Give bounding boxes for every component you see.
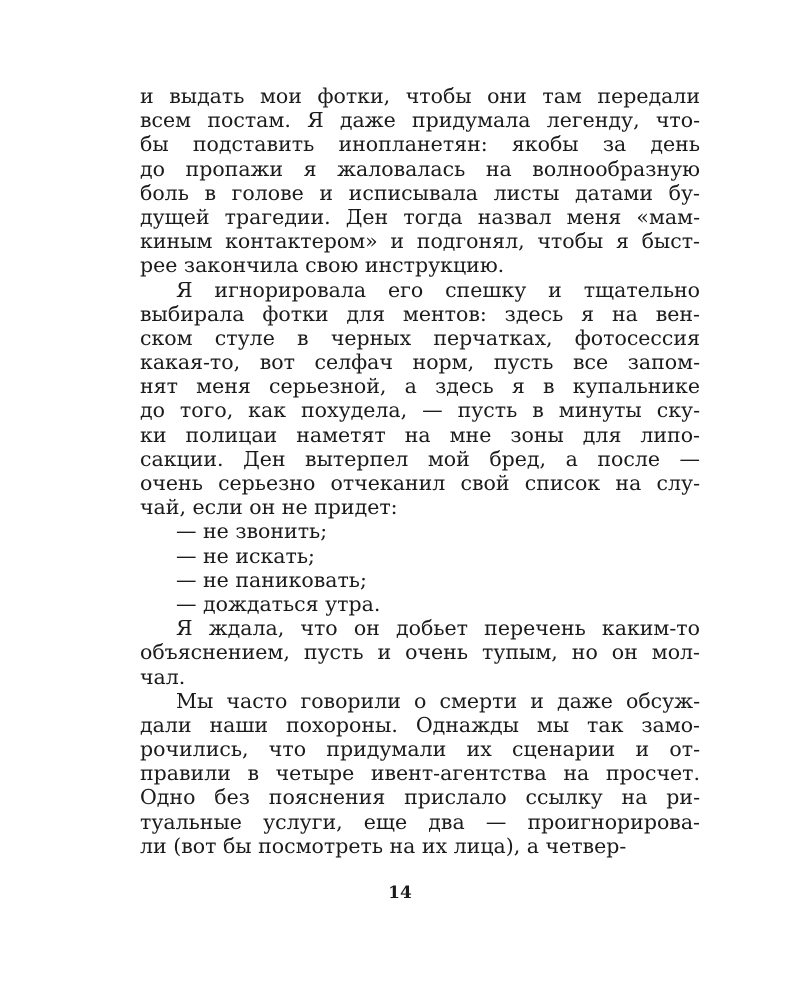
text-line: сакции. Ден вытерпел мой бред, а после — [140,446,700,471]
paragraph [140,519,700,543]
text-body [140,84,700,858]
text-line: Мы часто говорили о смерти и даже обсуж- [176,688,700,713]
text-line: Я ждала, что он добьет перечень каким-то [176,616,700,641]
text-line: дущей трагедии. Ден тогда назвал меня «мам- [140,204,700,229]
paragraph [140,278,700,520]
text-line: рее закончила свою инструкцию. [140,253,505,278]
text-line: бы подставить инопланетян: якобы за день [140,132,700,157]
text-line: ки полицаи наметят на мне зоны для липо- [140,422,700,447]
text-line: — не звонить; [176,519,328,544]
text-line: какая-то, вот селфач норм, пусть все запом- [140,350,700,375]
text-line: нят меня серьезной, а здесь я в купальнике [140,374,700,399]
text-line: чал. [140,664,186,689]
paragraph [140,568,700,592]
text-line: чай, если он не придет: [140,495,398,520]
text-line: всем постам. Я даже придумала легенду, что- [140,108,700,133]
text-line: Я игнорировала его спешку и тщательно [176,277,700,302]
text-line: туальные услуги, еще два — проигнорирова- [140,809,700,834]
text-line: рочились, что придумали их сценарии и от- [140,737,700,762]
text-line: дали наши похороны. Однажды мы так замо- [140,712,700,737]
paragraph [140,592,700,616]
text-line: очень серьезно отчеканил свой список на слу- [140,471,700,495]
paragraph [140,616,700,689]
paragraph [140,84,700,278]
text-line: ском стуле в черных перчатках, фотосессия [140,325,700,350]
text-line: — не паниковать; [176,567,367,592]
page-number: 14 [388,883,412,903]
text-line: объяснением, пусть и очень тупым, но он мол- [140,640,700,665]
text-line: — дождаться утра. [176,591,381,616]
text-line: до того, как похудела, — пусть в минуты ску- [140,398,700,423]
text-line: выбирала фотки для ментов: здесь я на вен- [140,301,700,326]
text-line: киным контактером» и подгонял, чтобы я быст- [140,229,700,254]
paragraph [140,544,700,568]
text-line: ли (вот бы посмотреть на их лица), а четвер- [140,833,627,858]
paragraph [140,689,700,858]
text-line: Одно без пояснения прислало ссылку на ри- [140,785,700,810]
text-line: правили в четыре ивент-агентства на просчет. [140,761,700,786]
text-line: боль в голове и исписывала листы датами бу- [140,180,700,205]
page-body [140,84,700,858]
text-line: и выдать мои фотки, чтобы они там передали [140,84,700,108]
text-line: — не искать; [176,543,315,568]
text-line: до пропажи я жаловалась на волнообразную [140,156,700,181]
